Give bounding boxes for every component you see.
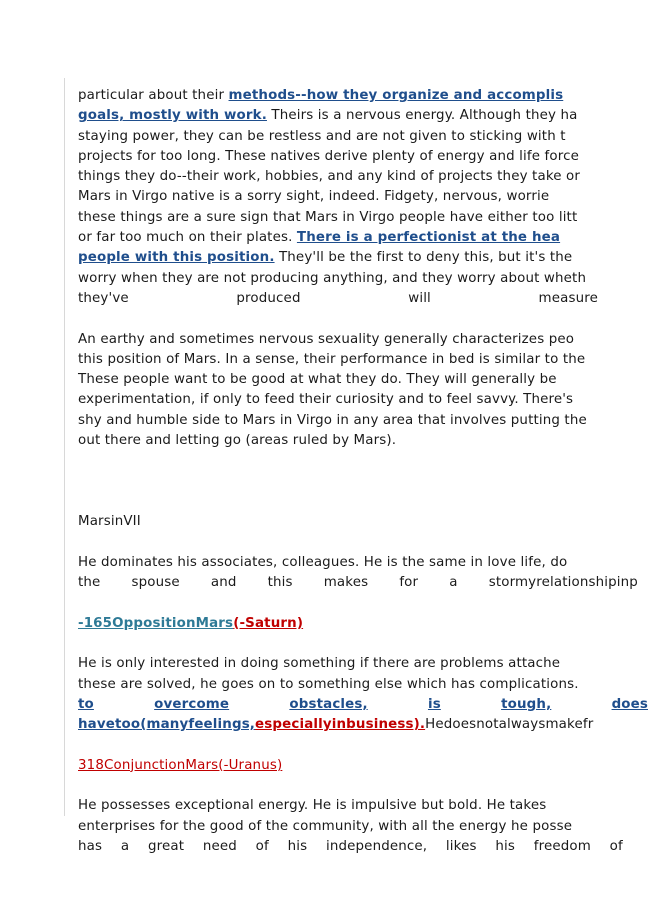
text-line: Mars in Virgo native is a sorry sight, indeed. Fidgety, nervous, worrie xyxy=(78,189,550,205)
text-line: He is only interested in doing something if there are problems attache xyxy=(78,656,561,672)
paragraph-sexuality xyxy=(78,330,638,452)
text-line: staying power, they can be restless and are not given to sticking with t xyxy=(78,128,566,144)
highlight-word: tough, xyxy=(501,696,552,712)
text-line: this position of Mars. In a sense, their performance in bed is similar to the xyxy=(78,351,586,367)
text-line: these are solved, he goes on to something else which has complications. xyxy=(78,676,579,692)
text-line: He possesses exceptional energy. He is impulsive but bold. He takes xyxy=(78,798,547,814)
paragraph-energy xyxy=(78,796,638,857)
text-line: projects for too long. These natives derive plenty of energy and life force xyxy=(78,148,580,164)
highlight-phrase: There is a perfectionist at the hea xyxy=(296,230,561,246)
word: has xyxy=(78,838,103,854)
text-run: or far too much on their plates. xyxy=(78,230,297,246)
planet-link[interactable]: (-Saturn) xyxy=(233,615,304,631)
text-line: An earthy and sometimes nervous sexuality generally characterizes peo xyxy=(78,331,575,347)
word: measure xyxy=(538,290,598,306)
highlight-phrase-red: especiallyinbusiness). xyxy=(255,717,426,733)
word: independence, xyxy=(325,838,428,854)
text-line-justified xyxy=(78,289,598,309)
highlight-word: to xyxy=(78,696,94,712)
word: and xyxy=(210,575,237,591)
word: the xyxy=(78,575,101,591)
paragraph-gap xyxy=(78,309,638,329)
text-line-justified xyxy=(78,573,638,593)
section-gap xyxy=(78,451,638,492)
aspect-heading-conjunction[interactable] xyxy=(78,756,638,776)
highlight-phrase: methods--how they organize and accomplis xyxy=(228,88,564,103)
word: this xyxy=(267,575,293,591)
paragraph-gap xyxy=(78,776,638,796)
word: need xyxy=(202,838,237,854)
word: stormyrelationshipinp xyxy=(488,575,638,591)
highlight-word: overcome xyxy=(154,696,230,712)
text-line-justified xyxy=(78,695,648,715)
aspect-link[interactable]: -165OppositionMars xyxy=(78,615,234,631)
paragraph-mars-in-virgo xyxy=(78,86,638,309)
text-line: these things are a sure sign that Mars in Virgo people have either too litt xyxy=(78,209,578,225)
text-run: Hedoesnotalwaysmakefr xyxy=(425,717,594,733)
highlight-word: is xyxy=(427,696,441,712)
highlight-phrase: havetoo(manyfeelings, xyxy=(78,717,256,733)
section-gap xyxy=(78,492,638,512)
text-line xyxy=(78,228,638,248)
text-line xyxy=(78,106,638,126)
word: will xyxy=(408,290,431,306)
word: a xyxy=(120,838,130,854)
word: makes xyxy=(323,575,369,591)
paragraph-gap xyxy=(78,593,638,613)
word: of xyxy=(255,838,269,854)
word: great xyxy=(147,838,185,854)
paragraph-gap xyxy=(78,736,638,756)
text-line: enterprises for the good of the community, with all the energy he posse xyxy=(78,818,573,834)
word: likes xyxy=(445,838,477,854)
text-line xyxy=(78,248,638,268)
word: for xyxy=(399,575,419,591)
aspect-heading-opposition[interactable] xyxy=(78,614,638,634)
text-line xyxy=(78,715,638,735)
text-line: worry when they are not producing anything, and they worry about wheth xyxy=(78,270,587,286)
word: his xyxy=(495,838,515,854)
section-heading: MarsinVII xyxy=(78,514,141,530)
paragraph-dominates xyxy=(78,553,638,594)
text-line-justified xyxy=(78,837,623,857)
text-line: He dominates his associates, colleagues. He is the same in love life, do xyxy=(78,554,568,570)
text-line: shy and humble side to Mars in Virgo in any area that involves putting the xyxy=(78,412,587,428)
highlight-word: does xyxy=(611,696,648,712)
left-margin-rule xyxy=(64,78,65,816)
text-run: particular about their xyxy=(78,88,229,103)
aspect-link[interactable]: 318ConjunctionMars(-Uranus) xyxy=(78,757,283,773)
word: spouse xyxy=(131,575,180,591)
highlight-phrase: people with this position. xyxy=(78,250,275,266)
paragraph-gap xyxy=(78,533,638,553)
document-body xyxy=(78,86,648,857)
text-run: They'll be the first to deny this, but it's the xyxy=(274,250,573,266)
word: produced xyxy=(236,290,301,306)
text-line: out there and letting go (areas ruled by Mars). xyxy=(78,433,397,449)
highlight-phrase: goals, mostly with work. xyxy=(78,108,267,124)
text-line xyxy=(78,86,638,106)
word: freedom xyxy=(533,838,591,854)
word: they've xyxy=(78,290,129,306)
word: a xyxy=(449,575,458,591)
text-line: things they do--their work, hobbies, and any kind of projects they take or xyxy=(78,169,581,185)
text-line: These people want to be good at what they do. They will generally be xyxy=(78,372,557,388)
word: his xyxy=(287,838,308,854)
paragraph-interested xyxy=(78,654,648,735)
word: of xyxy=(609,838,623,854)
highlight-word: obstacles, xyxy=(289,696,368,712)
text-run: Theirs is a nervous energy. Although they ha xyxy=(266,108,578,124)
text-line: experimentation, if only to feed their curiosity and to feel savvy. There's xyxy=(78,392,574,408)
paragraph-gap xyxy=(78,634,638,654)
